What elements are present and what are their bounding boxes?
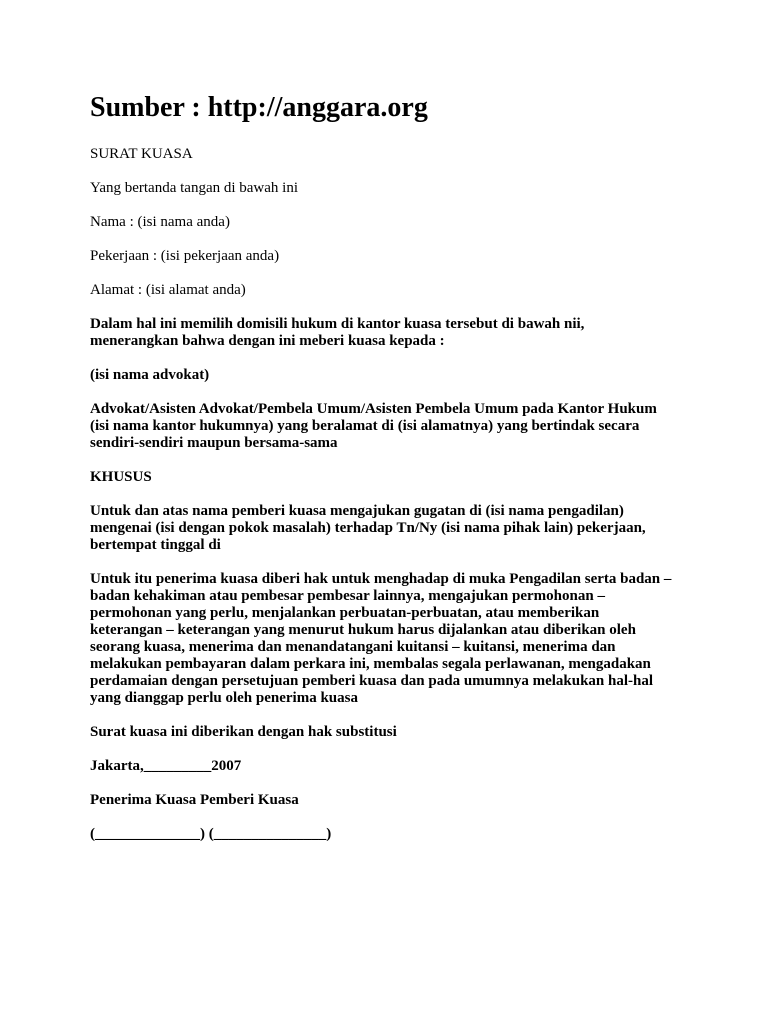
domisili-paragraph: [90, 316, 690, 350]
domisili-line: menerangkan bahwa dengan ini meberi kuasa kepada :: [90, 333, 445, 349]
advokat-paragraph: [90, 401, 690, 452]
gugatan-paragraph: [90, 503, 690, 554]
hak-line: seorang kuasa, menerima dan menandatangani kuitansi – kuitansi, menerima dan: [90, 639, 616, 655]
hak-paragraph: [90, 571, 690, 707]
substitusi-text: Surat kuasa ini diberikan dengan hak substitusi: [90, 724, 397, 740]
pekerjaan-field: Pekerjaan : (isi pekerjaan anda): [90, 248, 280, 264]
signature-lines: (______________) (_______________): [90, 826, 332, 842]
advokat-line: sendiri-sendiri maupun bersama-sama: [90, 435, 338, 451]
nama-field: Nama : (isi nama anda): [90, 214, 230, 230]
hak-line: Untuk itu penerima kuasa diberi hak untuk menghadap di muka Pengadilan serta badan –: [90, 571, 672, 587]
signatories-label: Penerima Kuasa Pemberi Kuasa: [90, 792, 299, 808]
khusus-heading: KHUSUS: [90, 469, 152, 485]
hak-line: keterangan – keterangan yang menurut hukum harus dijalankan atau diberikan oleh: [90, 622, 636, 638]
gugatan-line: Untuk dan atas nama pemberi kuasa mengajukan gugatan di (isi nama pengadilan): [90, 503, 624, 519]
hak-line: permohonan yang perlu, menjalankan perbuatan-perbuatan, atau memberikan: [90, 605, 600, 621]
advokat-line: Advokat/Asisten Advokat/Pembela Umum/Asisten Pembela Umum pada Kantor Hukum: [90, 401, 657, 417]
gugatan-line: mengenai (isi dengan pokok masalah) terhadap Tn/Ny (isi nama pihak lain) pekerjaan,: [90, 520, 646, 536]
document-page: [90, 90, 690, 860]
hak-line: perdamaian dengan persetujuan pemberi kuasa dan pada umumnya melakukan hal-hal: [90, 673, 654, 689]
hak-line: melakukan pembayaran dalam perkara ini, membalas segala perlawanan, mengadakan: [90, 656, 651, 672]
intro-text: Yang bertanda tangan di bawah ini: [90, 180, 299, 196]
domisili-line: Dalam hal ini memilih domisili hukum di kantor kuasa tersebut di bawah nii,: [90, 316, 585, 332]
hak-line: yang dianggap perlu oleh penerima kuasa: [90, 690, 358, 706]
advokat-line: (isi nama kantor hukumnya) yang beralamat di (isi alamatnya) yang bertindak secara: [90, 418, 640, 434]
place-date: Jakarta,_________2007: [90, 758, 242, 774]
gugatan-line: bertempat tinggal di: [90, 537, 221, 553]
alamat-field: Alamat : (isi alamat anda): [90, 282, 246, 298]
source-heading: Sumber : http://anggara.org: [90, 92, 428, 123]
letter-title: SURAT KUASA: [90, 146, 193, 162]
advokat-name: (isi nama advokat): [90, 367, 210, 383]
hak-line: badan kehakiman atau pembesar pembesar lainnya, mengajukan permohonan –: [90, 588, 605, 604]
